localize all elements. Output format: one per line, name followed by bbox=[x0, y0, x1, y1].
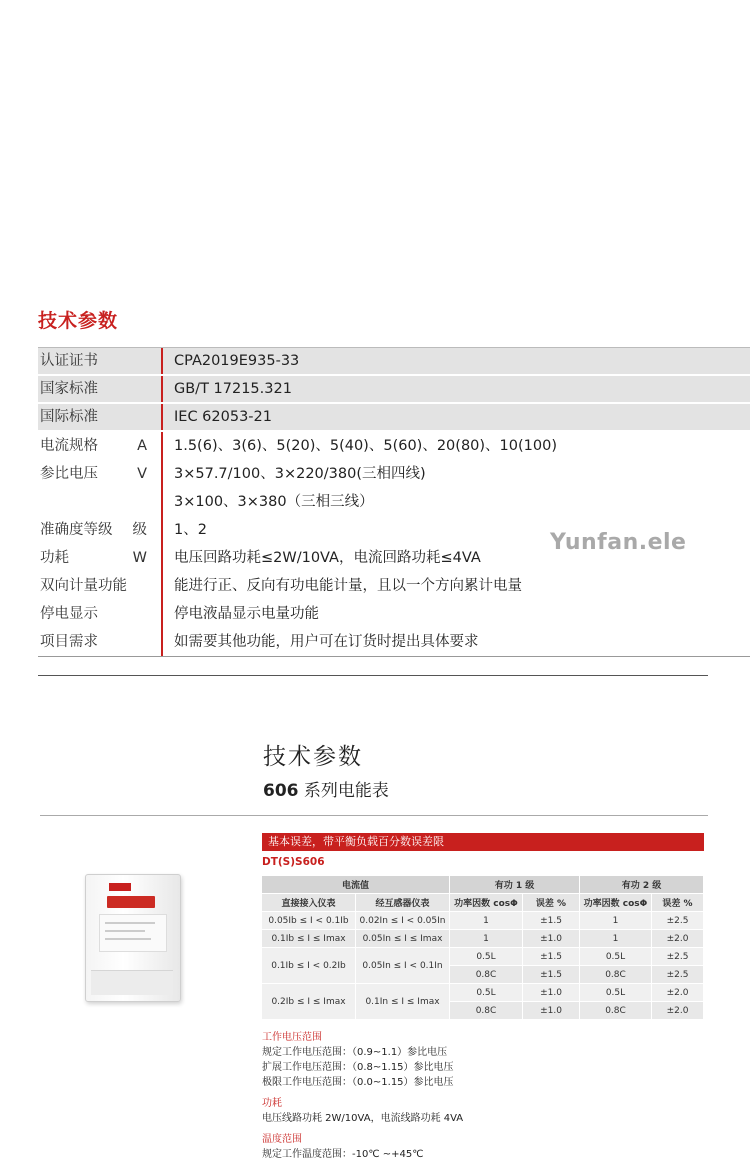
error-table bbox=[262, 876, 704, 1020]
spec-table bbox=[38, 347, 750, 657]
cell-pf1: 0.8C bbox=[450, 1002, 523, 1020]
spec-label-text: 国际标准 bbox=[40, 409, 98, 425]
spec-row bbox=[38, 600, 750, 628]
table-row bbox=[262, 912, 704, 930]
spec-row bbox=[38, 376, 750, 402]
meter-brand-logo bbox=[109, 883, 131, 891]
spec-label bbox=[38, 516, 161, 544]
cell-pf2: 1 bbox=[580, 912, 652, 930]
cell-e2: ±2.0 bbox=[652, 984, 704, 1002]
voltage-range-heading: 工作电压范围 bbox=[262, 1032, 322, 1043]
temperature-line: 规定工作温度范围：-10℃ ~+45℃ bbox=[262, 1149, 424, 1160]
header-class2: 有功 2 级 bbox=[580, 876, 704, 894]
cell-pf1: 0.5L bbox=[450, 984, 523, 1002]
divider bbox=[40, 815, 708, 816]
cell-e1: ±1.5 bbox=[523, 948, 580, 966]
spec-label-text: 国家标准 bbox=[40, 381, 98, 397]
spec-row bbox=[38, 572, 750, 600]
table-row bbox=[262, 930, 704, 948]
spec-label bbox=[38, 460, 161, 516]
spec-label bbox=[38, 544, 161, 572]
cell-pf1: 1 bbox=[450, 912, 523, 930]
spec-value-line: 3×100、3×380（三相三线） bbox=[174, 494, 374, 510]
spec-label-text: 准确度等级 bbox=[40, 522, 113, 538]
cell-e2: ±2.5 bbox=[652, 948, 704, 966]
header-direct: 直接接入仪表 bbox=[262, 894, 356, 912]
header-err2: 误差 % bbox=[652, 894, 704, 912]
spec-row bbox=[38, 347, 750, 374]
spec-row bbox=[38, 460, 750, 516]
spec-value bbox=[163, 432, 750, 460]
spec-label bbox=[38, 628, 161, 656]
cell-direct: 0.1Ib ≤ I ≤ Imax bbox=[262, 930, 356, 948]
cell-ct: 0.05In ≤ I < 0.1In bbox=[356, 948, 450, 984]
section-title: 技术参数 bbox=[38, 310, 119, 332]
spec-value-line: GB/T 17215.321 bbox=[174, 381, 292, 397]
voltage-range-line: 极限工作电压范围：（0.0~1.15）参比电压 bbox=[262, 1077, 454, 1088]
spec-label bbox=[38, 572, 161, 600]
voltage-range-line: 规定工作电压范围：（0.9~1.1）参比电压 bbox=[262, 1047, 448, 1058]
meter-terminal-cover bbox=[91, 970, 173, 995]
cell-ct: 0.1In ≤ I ≤ Imax bbox=[356, 984, 450, 1020]
spec-value-line: 电压回路功耗≤2W/10VA，电流回路功耗≤4VA bbox=[174, 550, 481, 566]
header-class1: 有功 1 级 bbox=[450, 876, 580, 894]
cell-e2: ±2.0 bbox=[652, 1002, 704, 1020]
header-pf1: 功率因数 cosΦ bbox=[450, 894, 523, 912]
cell-e2: ±2.5 bbox=[652, 966, 704, 984]
cell-pf2: 0.8C bbox=[580, 1002, 652, 1020]
cell-pf2: 0.8C bbox=[580, 966, 652, 984]
spec-value-line: CPA2019E935-33 bbox=[174, 353, 300, 369]
header-current: 电流值 bbox=[262, 876, 450, 894]
voltage-range-line: 扩展工作电压范围：（0.8~1.15）参比电压 bbox=[262, 1062, 454, 1073]
cell-e2: ±2.5 bbox=[652, 912, 704, 930]
section2-title: 技术参数 bbox=[263, 744, 363, 770]
cell-e1: ±1.5 bbox=[523, 966, 580, 984]
spec-label-text: 电流规格 bbox=[40, 438, 98, 454]
temperature-heading: 温度范围 bbox=[262, 1134, 302, 1145]
spec-label-text: 参比电压 bbox=[40, 466, 98, 482]
spec-unit: W bbox=[132, 550, 147, 566]
spec-label-text: 功耗 bbox=[40, 550, 69, 566]
series-number: 606 bbox=[263, 781, 299, 801]
series-label: 系列电能表 bbox=[298, 781, 389, 801]
meter-lcd-display bbox=[107, 896, 155, 908]
spec-value-line: 1、2 bbox=[174, 522, 207, 538]
power-line: 电压线路功耗 2W/10VA，电流线路功耗 4VA bbox=[262, 1113, 464, 1124]
section2-subtitle bbox=[263, 776, 389, 801]
cell-pf2: 1 bbox=[580, 930, 652, 948]
cell-pf1: 1 bbox=[450, 930, 523, 948]
spec-unit: V bbox=[137, 466, 147, 482]
spec-label-text: 认证证书 bbox=[40, 353, 98, 369]
cell-pf2: 0.5L bbox=[580, 984, 652, 1002]
meter-product-image bbox=[85, 874, 179, 1000]
spec-value bbox=[163, 628, 750, 656]
spec-label-text: 双向计量功能 bbox=[40, 578, 127, 594]
spec-label bbox=[38, 404, 161, 430]
meter-text-line bbox=[105, 922, 155, 924]
cell-e1: ±1.0 bbox=[523, 930, 580, 948]
divider bbox=[38, 675, 708, 676]
spec-label bbox=[38, 348, 161, 374]
cell-direct: 0.1Ib ≤ I < 0.2Ib bbox=[262, 948, 356, 984]
cell-pf2: 0.5L bbox=[580, 948, 652, 966]
spec-row bbox=[38, 628, 750, 657]
spec-label-text: 项目需求 bbox=[40, 634, 98, 650]
cell-pf1: 0.5L bbox=[450, 948, 523, 966]
meter-text-line bbox=[105, 938, 151, 940]
spec-value bbox=[163, 600, 750, 628]
meter-text-line bbox=[105, 930, 145, 932]
cell-e1: ±1.0 bbox=[523, 984, 580, 1002]
cell-e1: ±1.0 bbox=[523, 1002, 580, 1020]
header-err1: 误差 % bbox=[523, 894, 580, 912]
spec-label bbox=[38, 376, 161, 402]
spec-value bbox=[163, 460, 750, 516]
cell-direct: 0.2Ib ≤ I ≤ Imax bbox=[262, 984, 356, 1020]
spec-value bbox=[163, 348, 750, 374]
cell-ct: 0.05In ≤ I ≤ Imax bbox=[356, 930, 450, 948]
spec-value-line: 停电液晶显示电量功能 bbox=[174, 606, 319, 622]
spec-value-line: IEC 62053-21 bbox=[174, 409, 272, 425]
table-row bbox=[262, 948, 704, 966]
cell-e1: ±1.5 bbox=[523, 912, 580, 930]
spec-value-line: 能进行正、反向有功电能计量，且以一个方向累计电量 bbox=[174, 578, 522, 594]
spec-label bbox=[38, 600, 161, 628]
watermark-text: Yunfan.ele bbox=[550, 530, 687, 555]
spec-row bbox=[38, 432, 750, 460]
cell-ct: 0.02In ≤ I < 0.05In bbox=[356, 912, 450, 930]
header-ct: 经互感器仪表 bbox=[356, 894, 450, 912]
spec-unit: A bbox=[137, 438, 147, 454]
meter-nameplate bbox=[99, 914, 167, 952]
spec-value-line: 3×57.7/100、3×220/380(三相四线) bbox=[174, 466, 426, 482]
spec-value bbox=[163, 572, 750, 600]
header-pf2: 功率因数 cosΦ bbox=[580, 894, 652, 912]
cell-pf1: 0.8C bbox=[450, 966, 523, 984]
model-number: DT(S)S606 bbox=[262, 856, 325, 868]
power-heading: 功耗 bbox=[262, 1098, 282, 1109]
cell-direct: 0.05Ib ≤ I < 0.1Ib bbox=[262, 912, 356, 930]
cell-e2: ±2.0 bbox=[652, 930, 704, 948]
spec-row bbox=[38, 404, 750, 430]
spec-value bbox=[163, 404, 750, 430]
spec-value-line: 1.5(6)、3(6)、5(20)、5(40)、5(60)、20(80)、10(100) bbox=[174, 438, 557, 454]
spec-value bbox=[163, 376, 750, 402]
spec-label bbox=[38, 432, 161, 460]
spec-label-text: 停电显示 bbox=[40, 606, 98, 622]
spec-unit: 级 bbox=[132, 522, 147, 538]
table-row bbox=[262, 984, 704, 1002]
spec-notes bbox=[262, 1030, 463, 1162]
spec-value-line: 如需要其他功能，用户可在订货时提出具体要求 bbox=[174, 634, 479, 650]
error-table-heading: 基本误差，带平衡负载百分数误差限 bbox=[262, 833, 704, 851]
